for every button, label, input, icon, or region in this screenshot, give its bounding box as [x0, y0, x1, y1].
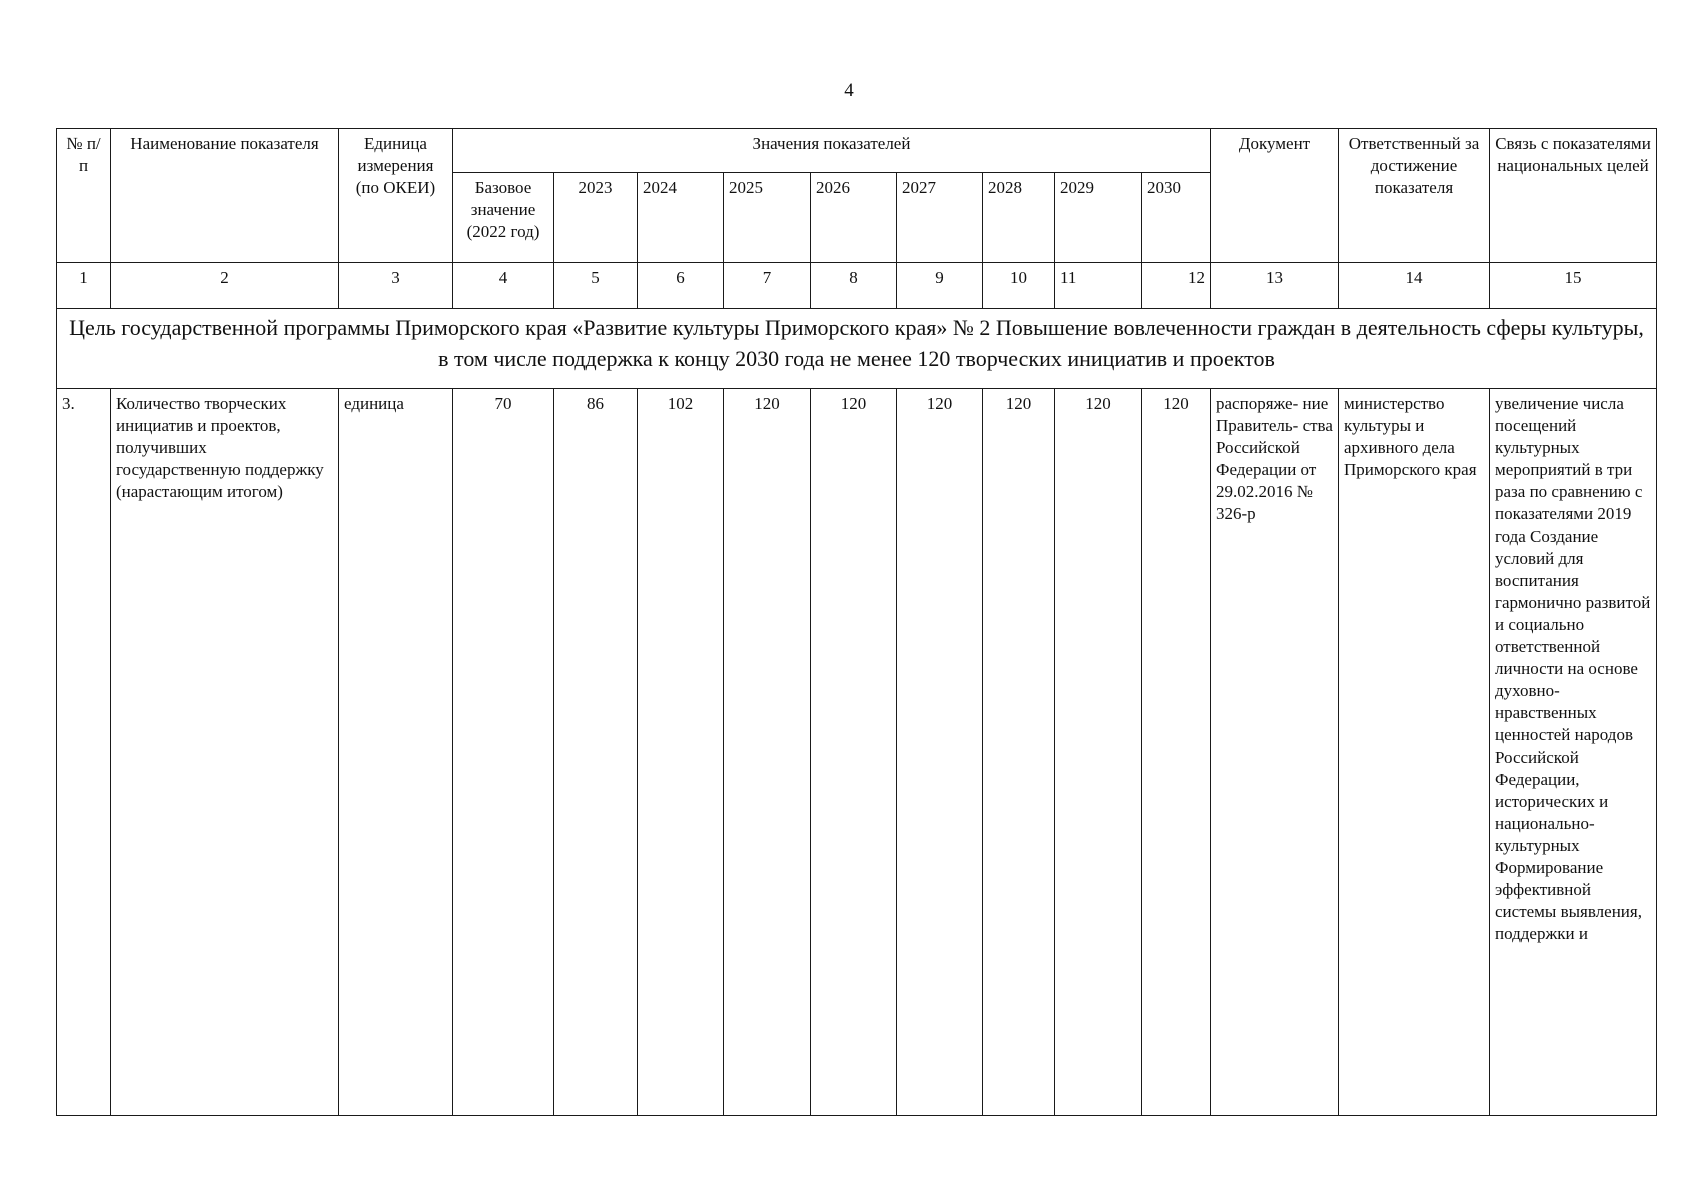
row-value-2029: 120: [1055, 389, 1142, 1116]
column-number: 1: [57, 263, 111, 309]
header-values-group: Значения показателей: [453, 129, 1211, 173]
header-unit: Единица измерения (по ОКЕИ): [339, 129, 453, 263]
column-number: 7: [724, 263, 811, 309]
indicators-table: [56, 128, 1657, 1116]
column-number: 13: [1211, 263, 1339, 309]
column-number: 14: [1339, 263, 1490, 309]
row-national-goals-link: увеличение числа посещений культурных мероприятий в три раза по сравнению с показателями 2019 года Создание условий для воспитания гармонично развитой и социально ответственной личности на основе духовно- нравственных ценностей народов Российской Федерации, исторических и национально- культурных Формирование эффективной системы выявления, поддержки и: [1490, 389, 1657, 1116]
row-value-2026: 120: [811, 389, 897, 1116]
header-base: Базовое значение (2022 год): [453, 173, 554, 263]
column-number: 11: [1055, 263, 1142, 309]
row-value-2023: 86: [554, 389, 638, 1116]
row-num: 3.: [57, 389, 111, 1116]
header-name: Наименование показателя: [111, 129, 339, 263]
column-number: 9: [897, 263, 983, 309]
header-year-2024: 2024: [638, 173, 724, 263]
column-number: 3: [339, 263, 453, 309]
column-number: 5: [554, 263, 638, 309]
header-year-2030: 2030: [1142, 173, 1211, 263]
header-year-2028: 2028: [983, 173, 1055, 263]
header-responsible: Ответственный за достижение показателя: [1339, 129, 1490, 263]
page-number: 4: [844, 80, 854, 101]
row-value-2024: 102: [638, 389, 724, 1116]
row-value-2028: 120: [983, 389, 1055, 1116]
column-number: 4: [453, 263, 554, 309]
header-document: Документ: [1211, 129, 1339, 263]
header-year-2026: 2026: [811, 173, 897, 263]
column-number: 15: [1490, 263, 1657, 309]
program-goal: Цель государственной программы Приморского края «Развитие культуры Приморского края» № 2 Повышение вовлеченности граждан в деятельность сферы культуры, в том числе поддержка к концу 2030 года не менее 120 творческих инициатив и проектов: [57, 309, 1657, 389]
row-base-value: 70: [453, 389, 554, 1116]
column-number: 2: [111, 263, 339, 309]
header-num: № п/п: [57, 129, 111, 263]
row-unit: единица: [339, 389, 453, 1116]
row-responsible: министерство культуры и архивного дела Приморского края: [1339, 389, 1490, 1116]
row-value-2027: 120: [897, 389, 983, 1116]
header-link: Связь с показателями национальных целей: [1490, 129, 1657, 263]
column-number: 8: [811, 263, 897, 309]
row-document: распоряже- ние Правитель- ства Российской Федерации от 29.02.2016 № 326-р: [1211, 389, 1339, 1116]
column-number: 12: [1142, 263, 1211, 309]
column-number: 10: [983, 263, 1055, 309]
header-year-2023: 2023: [554, 173, 638, 263]
row-indicator-name: Количество творческих инициатив и проектов, получивших государственную поддержку (нарастающим итогом): [111, 389, 339, 1116]
row-value-2025: 120: [724, 389, 811, 1116]
column-number: 6: [638, 263, 724, 309]
header-year-2029: 2029: [1055, 173, 1142, 263]
row-value-2030: 120: [1142, 389, 1211, 1116]
header-year-2025: 2025: [724, 173, 811, 263]
header-year-2027: 2027: [897, 173, 983, 263]
